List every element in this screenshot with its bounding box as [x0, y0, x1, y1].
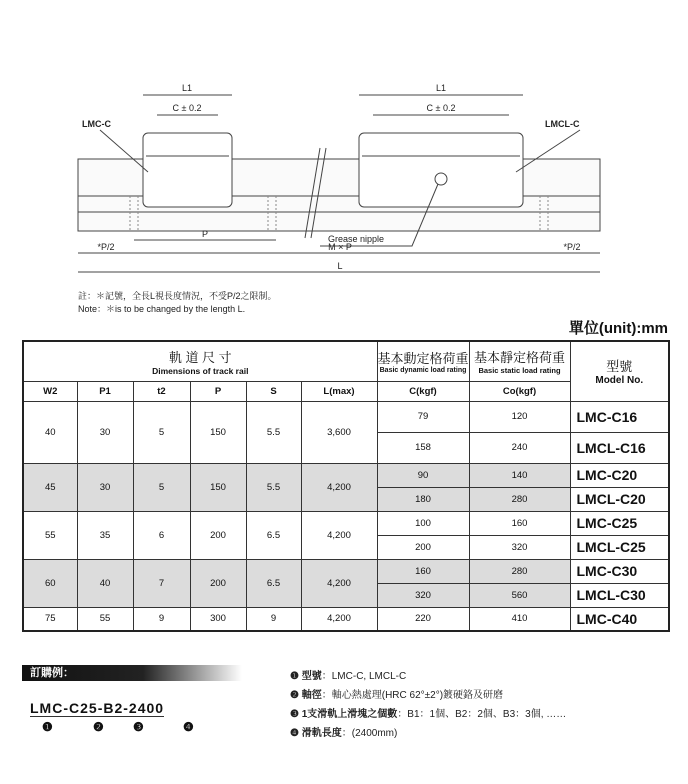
code-marker-3: ❸	[133, 720, 144, 734]
grease-nipple-label: Grease nipple	[328, 234, 385, 244]
column-header: L(max)	[301, 381, 377, 401]
table-cell: 160	[469, 511, 570, 535]
table-cell: 5.5	[246, 401, 301, 463]
model-number: LMC-C25	[570, 511, 669, 535]
column-header: W2	[23, 381, 77, 401]
legend-label: 型號	[301, 671, 322, 682]
code-part-3: -B2	[97, 700, 124, 716]
code-part-2: -C25	[63, 700, 98, 716]
legend-text: ：LMC-C, LMCL-C	[321, 671, 407, 682]
table-cell: 410	[469, 607, 570, 631]
table-cell: 7	[133, 559, 190, 607]
model-number: LMC-C40	[570, 607, 669, 631]
legend-text: ：(2400mm)	[341, 728, 398, 739]
table-cell: 6.5	[246, 559, 301, 607]
note-english: Note：＊is to be changed by the length L.	[78, 304, 246, 314]
table-cell: 160	[377, 559, 469, 583]
order-legend-item	[290, 667, 406, 682]
order-example-title: 訂購例：	[22, 665, 242, 681]
table-cell: 180	[377, 487, 469, 511]
table-cell: 30	[77, 401, 133, 463]
note-chinese: 註：＊記號，全長L視長度情況，不受P/2之限制。	[78, 291, 277, 301]
table-cell: 4,200	[301, 559, 377, 607]
table-cell: 55	[77, 607, 133, 631]
model-number: LMC-C20	[570, 463, 669, 487]
m-x-p-label: M × P	[328, 242, 352, 252]
c-label-right: C ± 0.2	[426, 103, 456, 113]
dynamic-load-header: 基本動定格荷重 Basic dynamic load rating	[377, 341, 469, 381]
code-part-4: -2400	[123, 700, 165, 716]
legend-marker: ❹	[290, 728, 299, 739]
table-cell: 55	[23, 511, 77, 559]
table-cell: 5	[133, 463, 190, 511]
legend-text: ：B1：1個、B2：2個、B3：3個, ……	[397, 709, 567, 720]
table-cell: 79	[377, 401, 469, 432]
table-cell: 5	[133, 401, 190, 463]
code-marker-2: ❷	[93, 720, 104, 734]
legend-marker: ❶	[290, 671, 299, 682]
c-label-left: C ± 0.2	[172, 103, 202, 113]
table-cell: 4,200	[301, 511, 377, 559]
table-cell: 40	[77, 559, 133, 607]
half-p-left-label: *P/2	[97, 242, 115, 252]
table-cell: 3,600	[301, 401, 377, 463]
table-cell: 150	[190, 463, 246, 511]
table-cell: 75	[23, 607, 77, 631]
model-number: LMC-C30	[570, 559, 669, 583]
legend-label: 滑軌長度	[301, 728, 342, 739]
table-row	[23, 607, 669, 631]
spec-table	[22, 340, 670, 632]
table-row	[23, 511, 669, 535]
legend-label: 1支滑軌上滑塊之個數	[301, 709, 398, 720]
table-cell: 150	[190, 401, 246, 463]
table-cell: 30	[77, 463, 133, 511]
code-marker-4: ❹	[183, 720, 194, 734]
l1-label-left: L1	[181, 83, 193, 93]
legend-label: 軸徑	[301, 690, 322, 701]
model-number: LMCL-C30	[570, 583, 669, 607]
table-cell: 200	[190, 511, 246, 559]
table-cell: 140	[469, 463, 570, 487]
legend-marker: ❸	[290, 709, 299, 720]
table-cell: 158	[377, 432, 469, 463]
table-cell: 6.5	[246, 511, 301, 559]
model-number: LMCL-C20	[570, 487, 669, 511]
static-load-header: 基本靜定格荷重 Basic static load rating	[469, 341, 570, 381]
table-cell: 90	[377, 463, 469, 487]
table-row	[23, 401, 669, 432]
l-label: L	[337, 261, 343, 271]
table-cell: 9	[133, 607, 190, 631]
table-cell: 200	[190, 559, 246, 607]
half-p-right-label: *P/2	[563, 242, 581, 252]
table-row	[23, 559, 669, 583]
table-cell: 6	[133, 511, 190, 559]
table-cell: 100	[377, 511, 469, 535]
table-cell: 320	[469, 535, 570, 559]
order-legend-item	[290, 686, 503, 701]
table-cell: 5.5	[246, 463, 301, 511]
table-cell: 45	[23, 463, 77, 511]
lmcl-c-label: LMCL-C	[545, 119, 580, 129]
order-legend-item	[290, 705, 566, 720]
legend-text: ：軸心熱處理(HRC 62°±2°)鍍硬鉻及研磨	[321, 690, 504, 701]
order-legend-item	[290, 724, 397, 739]
table-cell: 120	[469, 401, 570, 432]
table-cell: 4,200	[301, 607, 377, 631]
table-cell: 35	[77, 511, 133, 559]
table-cell: 280	[469, 487, 570, 511]
table-cell: 320	[377, 583, 469, 607]
p-label: P	[201, 229, 209, 239]
column-header: t2	[133, 381, 190, 401]
table-cell: 280	[469, 559, 570, 583]
model-number: LMC-C16	[570, 401, 669, 432]
lmc-c-label: LMC-C	[82, 119, 111, 129]
code-part-1: LMC	[30, 700, 64, 716]
table-cell: 560	[469, 583, 570, 607]
table-cell: 240	[469, 432, 570, 463]
table-cell: 4,200	[301, 463, 377, 511]
dimensions-header: 軌 道 尺 寸 Dimensions of track rail	[23, 341, 377, 381]
code-marker-1: ❶	[42, 720, 53, 734]
model-number: LMCL-C16	[570, 432, 669, 463]
column-header: P1	[77, 381, 133, 401]
column-header: P	[190, 381, 246, 401]
table-cell: 220	[377, 607, 469, 631]
table-cell: 60	[23, 559, 77, 607]
table-cell: 40	[23, 401, 77, 463]
table-row	[23, 463, 669, 487]
unit-label: 單位(unit):mm	[568, 320, 668, 337]
model-header: 型號 Model No.	[570, 341, 669, 401]
model-number: LMCL-C25	[570, 535, 669, 559]
rail-diagram	[0, 0, 688, 290]
legend-marker: ❷	[290, 690, 299, 701]
column-header: Co(kgf)	[469, 381, 570, 401]
table-cell: 9	[246, 607, 301, 631]
order-code	[30, 700, 164, 717]
table-cell: 200	[377, 535, 469, 559]
l1-label-right: L1	[435, 83, 447, 93]
table-cell: 300	[190, 607, 246, 631]
column-header: S	[246, 381, 301, 401]
column-header: C(kgf)	[377, 381, 469, 401]
